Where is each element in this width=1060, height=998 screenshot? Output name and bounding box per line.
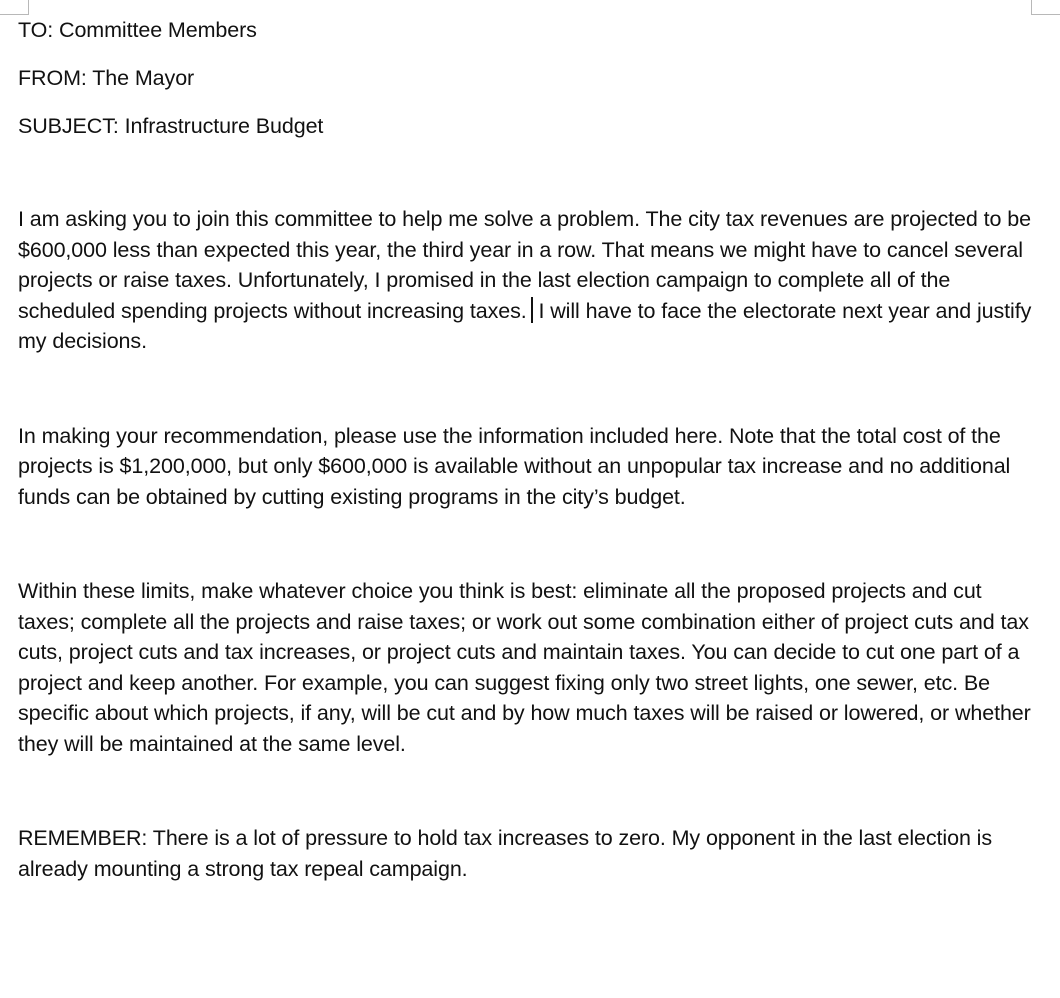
top-left-crop-mark	[0, 0, 29, 15]
memo-header	[18, 14, 1042, 158]
text-cursor	[531, 297, 533, 323]
memo-from-line: FROM: The Mayor	[18, 66, 195, 90]
paragraph-recommendation: In making your recommendation, please use the information included here. Note that the total cost of the projects is $1,200,000, but only $600,000 is available without an unpopular tax increase and no additional funds can be obtained by cutting existing programs in the city’s budget.	[18, 423, 1011, 509]
paragraph-limits: Within these limits, make whatever choice you think is best: eliminate all the proposed projects and cut taxes; complete all the projects and raise taxes; or work out some combination either of project cuts and tax cuts, project cuts and tax increases, or project cuts and maintain taxes. You can decide to cut one part of a project and keep another. For example, you can suggest fixing only two street lights, one sewer, etc. Be specific about which projects, if any, will be cut and by how much taxes will be raised or lowered, or whether they will be maintained at the same level.	[18, 579, 1031, 756]
paragraph-problem	[18, 204, 1042, 357]
top-right-crop-mark	[1031, 0, 1060, 15]
memo-to-line: TO: Committee Members	[18, 18, 257, 42]
paragraph-problem-text: I am asking you to join this committee to help me solve a problem. The city tax revenues are projected to be $600,000 less than expected this year, the third year in a row. That means we might have to cancel several projects or raise taxes. Unfortunately, I promised in the last election campaign to complete all of the scheduled spending projects without increasing taxes.	[18, 207, 1031, 323]
paragraph-problem-text-continued: I will have to face the electorate next year and justify my decisions.	[18, 298, 1032, 353]
memo-subject-line: SUBJECT: Infrastructure Budget	[18, 114, 324, 138]
paragraph-remember: REMEMBER: There is a lot of pressure to hold tax increases to zero. My opponent in the last election is already mounting a strong tax repeal campaign.	[18, 826, 992, 881]
document-body[interactable]	[18, 14, 1042, 884]
